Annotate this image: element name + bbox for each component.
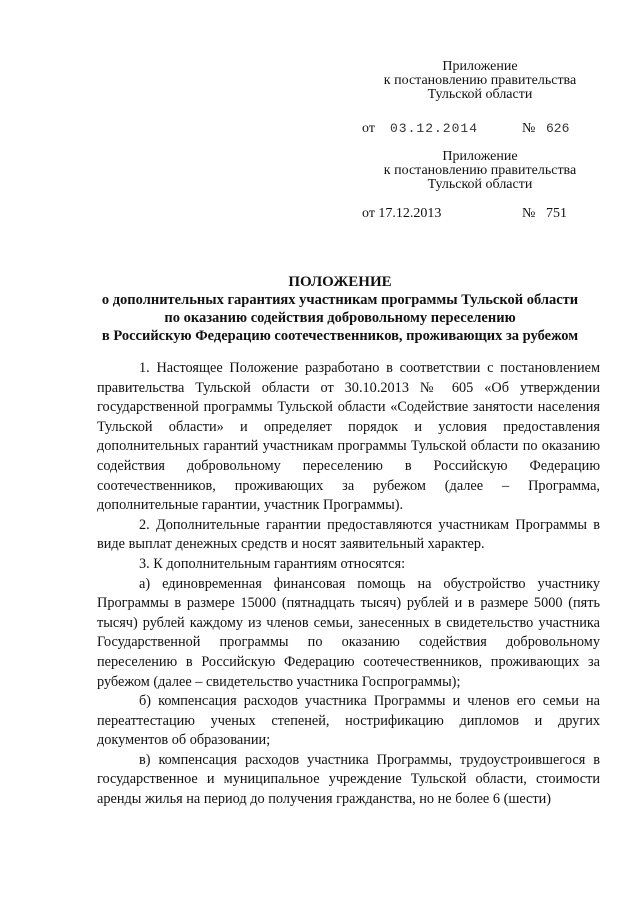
appendix-header-2 bbox=[360, 150, 600, 192]
appendix-region: Тульской области bbox=[427, 177, 533, 192]
number-prefix: № bbox=[522, 121, 536, 136]
appendix-subtitle: к постановлению правительства bbox=[383, 163, 577, 178]
paragraph-3: 3. К дополнительным гарантиям относятся: bbox=[139, 555, 406, 572]
appendix-label: Приложение bbox=[442, 59, 518, 74]
appendix-label: Приложение bbox=[442, 149, 518, 164]
paragraph-item-v: в) компенсация расходов участника Программы, трудоустроившегося в государственное и муниципальное учреждение Тульской области, стоимости аренды жилья на период до получения гражданства, но не более 6 (шести) bbox=[97, 751, 600, 808]
number-prefix: № bbox=[522, 206, 536, 221]
date-prefix: от bbox=[362, 121, 375, 136]
paragraph-item-a: а) единовременная финансовая помощь на обустройство участнику Программы в размере 15000 (пятнадцать тысяч) рублей и в размере 5000 (пять тысяч) рублей каждому из членов семьи, занесенных в свидетельство участника Государственной программы по оказанию содействия добровольному переселению в Российскую Федерацию соотечественников, проживающих за рубежом (далее – свидетельство участника Госпрограммы); bbox=[97, 575, 600, 690]
title-line-1: о дополнительных гарантиях участникам программы Тульской области bbox=[101, 292, 579, 308]
title-line-2: по оказанию содействия добровольному переселению bbox=[164, 310, 516, 326]
document-title bbox=[80, 273, 600, 345]
document-body bbox=[97, 359, 600, 810]
date-value: от 17.12.2013 bbox=[362, 206, 442, 221]
appendix-region: Тульской области bbox=[427, 87, 533, 102]
appendix-subtitle: к постановлению правительства bbox=[383, 73, 577, 88]
title-main: ПОЛОЖЕНИЕ bbox=[288, 274, 392, 290]
paragraph-2: 2. Дополнительные гарантии предоставляются участникам Программы в виде выплат денежных средств и носят заявительный характер. bbox=[97, 516, 600, 553]
paragraph-item-b: б) компенсация расходов участника Программы и членов его семьи на переаттестацию ученых степеней, нострификацию дипломов и других документов об образовании; bbox=[97, 693, 600, 749]
paragraph-1: 1. Настоящее Положение разработано в соответствии с постановлением правительства Тульской области от 30.10.2013 № 605 «Об утверждении государственной программы Тульской области «Содействие занятости населения Тульской области» и определяет порядок и условия предоставления дополнительных гарантий участникам программы Тульской области по оказанию содействия добровольному переселению в Российскую Федерацию соотечественников, проживающих за рубежом (далее – Программа, дополнительные гарантии, участник Программы). bbox=[97, 360, 600, 514]
appendix-date-line-1 bbox=[362, 121, 570, 137]
appendix-date-line-2 bbox=[362, 206, 567, 222]
date-value: 03.12.2014 bbox=[390, 121, 479, 136]
title-line-3: в Российскую Федерацию соотечественников, проживающих за рубежом bbox=[101, 328, 579, 344]
appendix-header-1 bbox=[360, 60, 600, 102]
number-value: 626 bbox=[546, 121, 570, 136]
number-value: 751 bbox=[546, 206, 567, 221]
